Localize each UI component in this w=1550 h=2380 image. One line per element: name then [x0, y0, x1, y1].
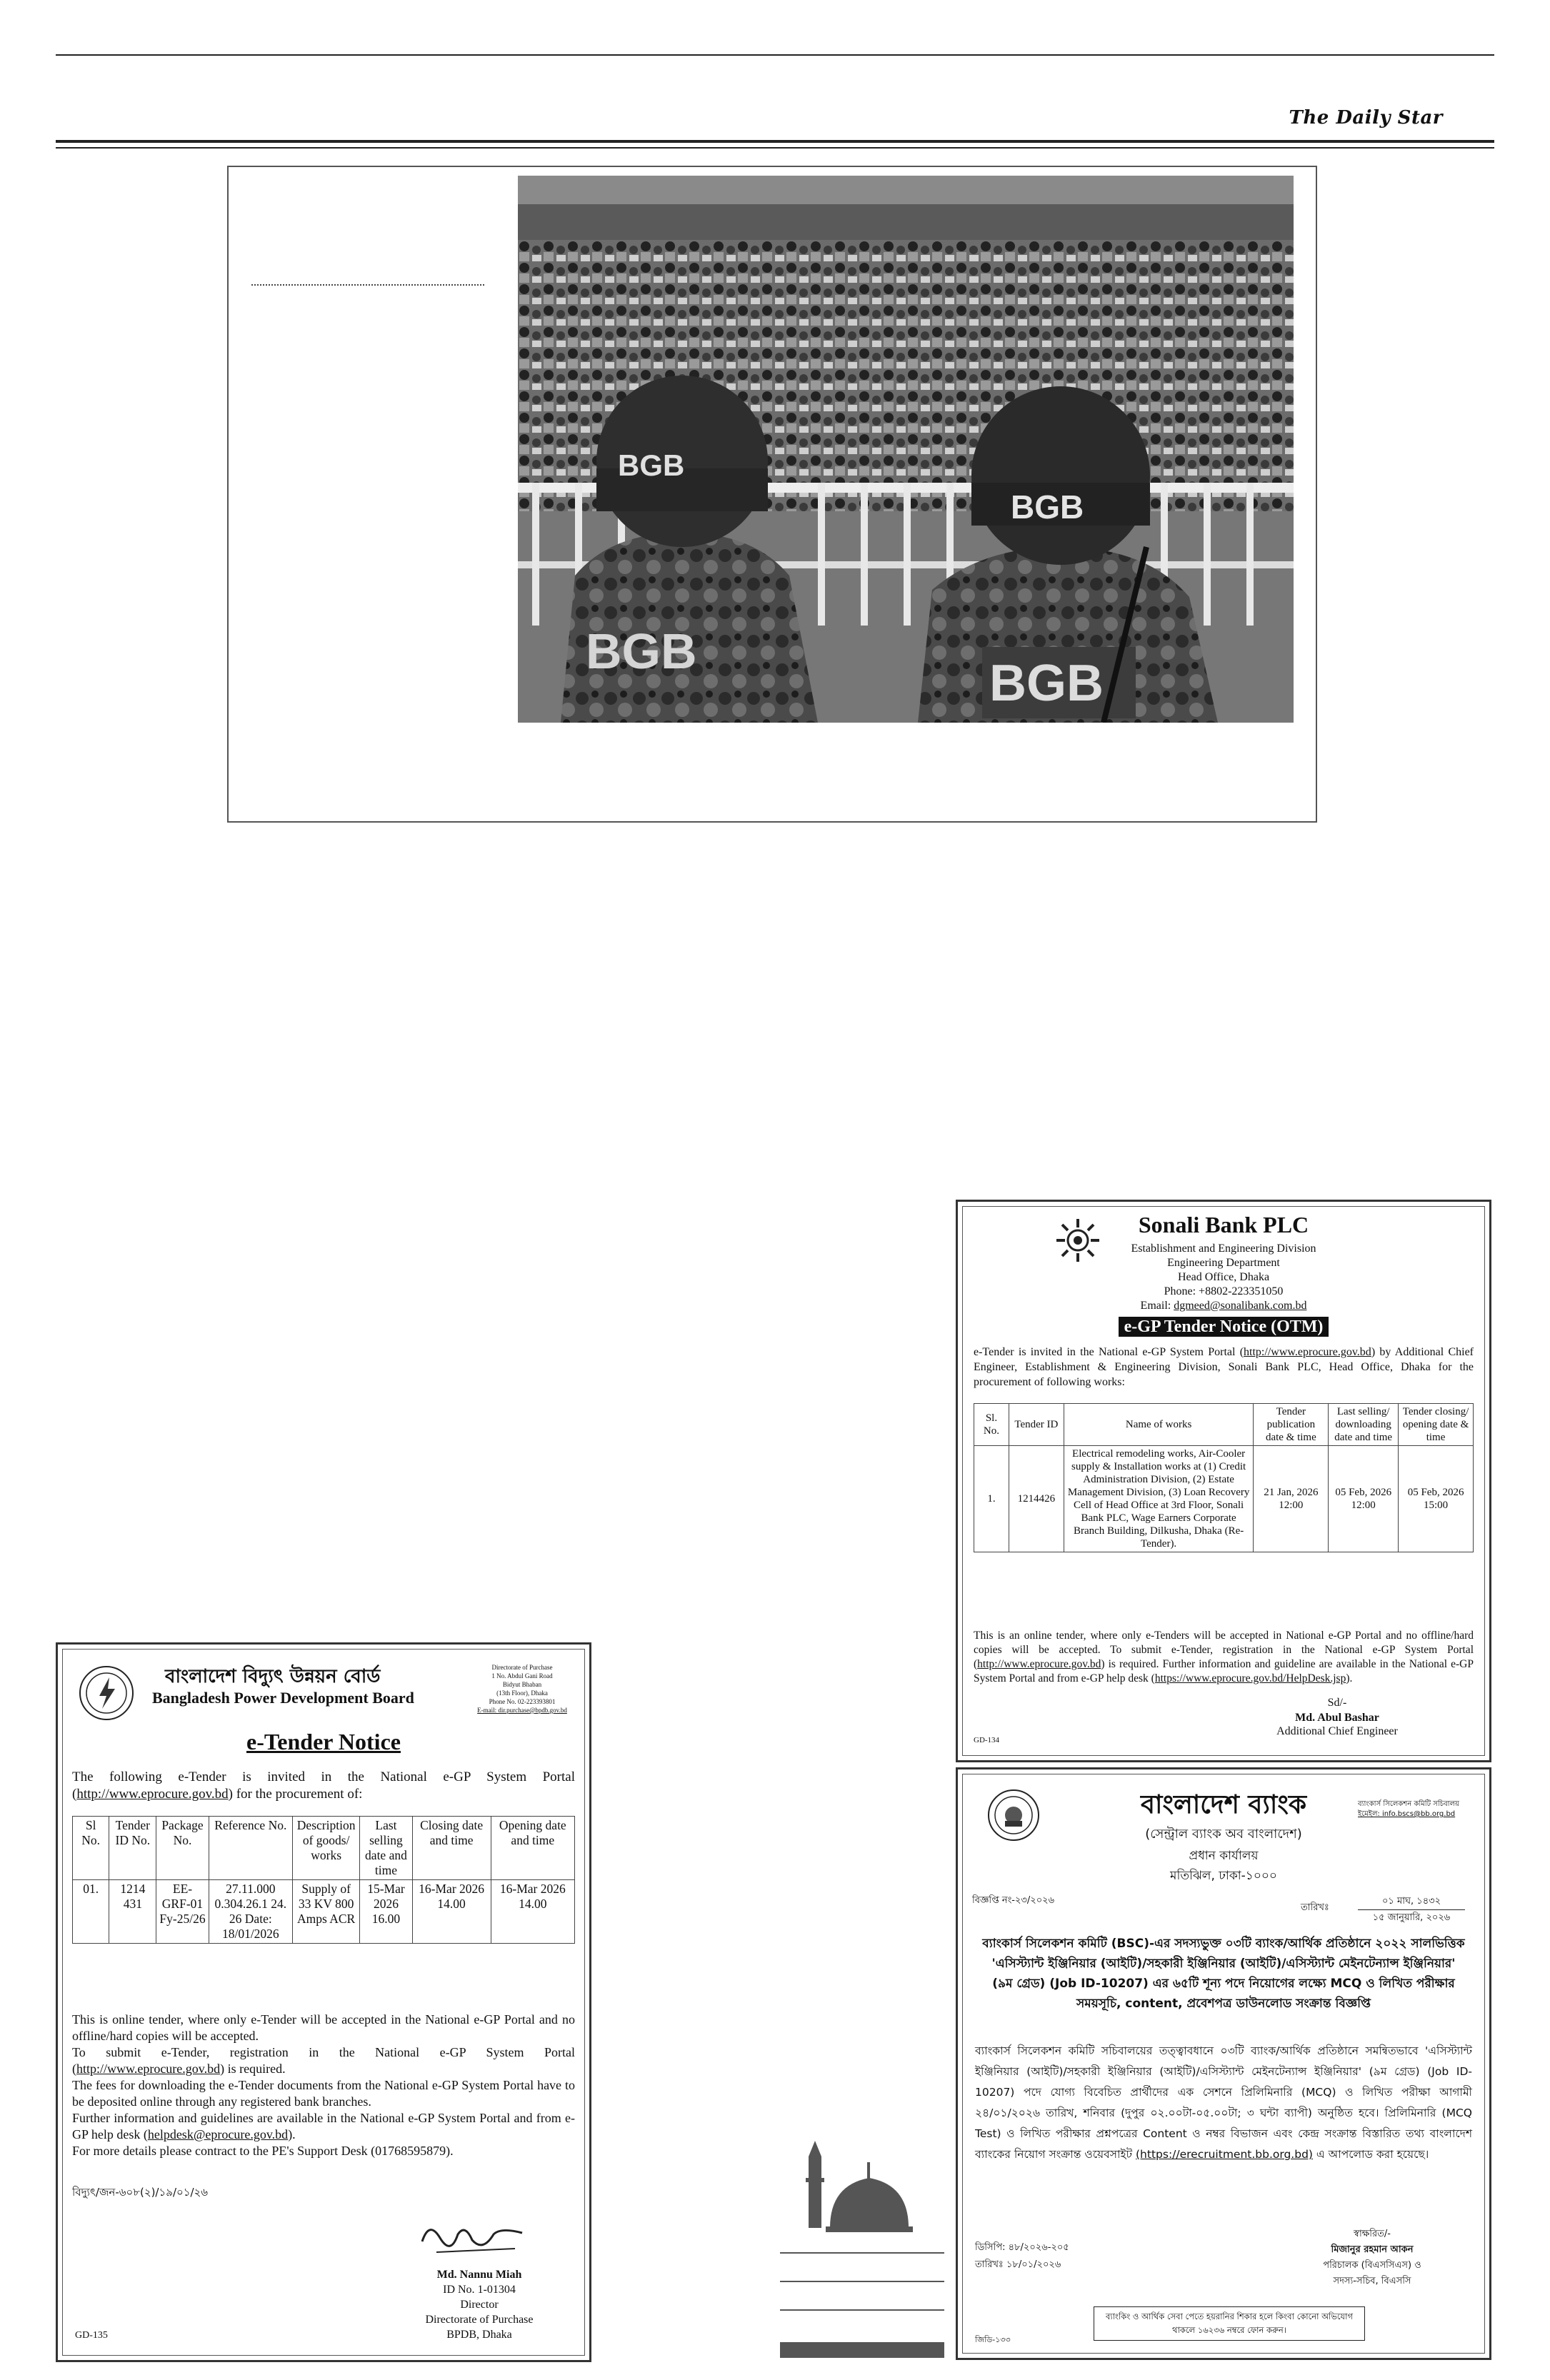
helmet-label-right: BGB — [1011, 488, 1084, 526]
col-header: Tender ID No. — [109, 1817, 156, 1880]
bb-email: ইমেইল: info.bscs@bb.org.bd — [1358, 1810, 1456, 1818]
table-row — [73, 1880, 575, 1944]
masthead-rule-2 — [56, 147, 1494, 149]
newspaper-logo: The Daily Star — [1289, 107, 1443, 129]
masthead-rule-1 — [56, 140, 1494, 143]
signer-id: ID No. 1-01304 — [443, 2284, 516, 2296]
bb-date-english: ১৫ জানুয়ারি, ২০২৬ — [1372, 1912, 1451, 1923]
bb-body-text: এ আপলোড করা হয়েছে। — [1312, 2148, 1429, 2161]
eprocure-link[interactable]: http://www.eprocure.gov.bd — [76, 2062, 221, 2076]
col-header: Tender publication date & time — [1254, 1404, 1329, 1446]
cell-selling: 05 Feb, 2026 12:00 — [1329, 1446, 1399, 1552]
helpdesk-link[interactable]: helpdesk@eprocure.gov.bd — [147, 2127, 289, 2142]
term-line: This is online tender, where only e-Tender will be accepted in the National e-GP Portal and no offline/hard copies will be accepted. — [72, 2012, 575, 2043]
cell-tender-id: 1214 431 — [109, 1880, 156, 1944]
sonali-bank-ad — [956, 1200, 1491, 1762]
col-header: Description of goods/ works — [292, 1817, 359, 1880]
cell-sl: 1. — [974, 1446, 1009, 1552]
cell-opening: 16-Mar 2026 14.00 — [491, 1880, 574, 1944]
bpdb-ad — [56, 1642, 591, 2362]
bpdb-tender-table — [72, 1816, 575, 1944]
signer-name: Md. Abul Bashar — [1295, 1712, 1379, 1724]
bpdb-logo — [78, 1665, 135, 1722]
bb-heading: ব্যাংকার্স সিলেকশন কমিটি (BSC)-এর সদস্যভুক্ত ০৩টি ব্যাংক/আর্থিক প্রতিষ্ঠানে ২০২২ সালভিত্তিক 'এসিস্ট্যান্ট ইঞ্জিনিয়ার (আইটি)/সহকারী ইঞ্জিনিয়ার (আইটি)/এসিস্ট্যান্ট মেইনটেন্যান্স ইঞ্জিনিয়ার' (৯ম গ্রেড) (Job ID-10207) এর ৬৫টি শূন্য পদে নিয়োগের লক্ষ্যে MCQ ও লিখিত পরীক্ষার সময়সূচি, content, প্রবেশপত্র ডাউনলোড সংক্রান্ত বিজ্ঞপ্তি — [982, 1937, 1465, 2011]
cell-works: Electrical remodeling works, Air-Cooler supply & Installation works at (1) Credit Administration Division, (2) Estate Management Division, (3) Loan Recovery Cell of Head Office at 3rd Floor, Sonali Bank PLC, Wage Earners Corporate Branch Building, Dilkusha, Dhaka (Re-Tender). — [1064, 1446, 1254, 1552]
vest-label-right: BGB — [989, 655, 1104, 712]
erecruitment-link[interactable]: (https://erecruitment.bb.org.bd) — [1136, 2148, 1313, 2161]
sd-label: Sd/- — [1327, 1697, 1347, 1709]
col-header: Reference No. — [209, 1817, 292, 1880]
bb-location: মতিঝিল, ঢাকা-১০০০ — [1170, 1869, 1277, 1883]
col-header: Package No. — [156, 1817, 209, 1880]
bpdb-notice-title — [58, 1729, 589, 1755]
bb-office: প্রধান কার্যালয় — [1189, 1849, 1259, 1863]
bb-body-text: ব্যাংকার্স সিলেকশন কমিটি সচিবালয়ের তত্ত্বাবধানে ০৩টি ব্যাংক/আর্থিক প্রতিষ্ঠানে সমন্বিতভাবে 'এসিস্ট্যান্ট ইঞ্জিনিয়ার (আইটি)/সহকারী ইঞ্জিনিয়ার (আইটি)/এসিস্ট্যান্ট মেইনটেন্যান্স ইঞ্জিনিয়ার' (৯ম গ্রেড) (Job ID- 10207) পদে যোগ্য বিবেচিত প্রার্থীদের এক সেশনে প্রিলিমিনারি (MCQ) ও লিখিত পরীক্ষা আগামী ২৪/০১/২০২৬ তারিখ, শনিবার (দুপুর ০২.০০টা-০৫.০০টা; ৩ ঘন্টা ব্যাপী) অনুষ্ঠিত হবে। প্রিলিমিনারি (MCQ Test) ও লিখিত পরীক্ষার প্রশ্নপত্রের Content ও নম্বর বিভাজন এবং কেন্দ্র সংক্রান্ত বিস্তারিত তথ্য বাংলাদেশ ব্যাংকের নিয়োগ সংক্রান্ত ওয়েবসাইট — [975, 2044, 1472, 2161]
ad-code: GD-135 — [75, 2330, 108, 2341]
bpdb-table-wrap — [72, 1816, 575, 1944]
col-header: Tender closing/ opening date & time — [1399, 1404, 1474, 1446]
bpdb-signature — [386, 2267, 572, 2342]
bb-signature — [1272, 2226, 1472, 2289]
cell-closing: 05 Feb, 2026 15:00 — [1399, 1446, 1474, 1552]
cell-package: EE-GRF-01 Fy-25/26 — [156, 1880, 209, 1944]
signer-role: BPDB, Dhaka — [446, 2329, 512, 2341]
cell-publication: 21 Jan, 2026 12:00 — [1254, 1446, 1329, 1552]
news-photo — [518, 176, 1294, 723]
top-rule — [56, 54, 1494, 56]
signature-scribble — [415, 2213, 529, 2263]
bb-ref: বিজ্ঞপ্তি নং-২৩/২০২৬ — [972, 1895, 1055, 1906]
intro-text: ) by Additional Chief Engineer, Establishment & Engineering Division, Sonali Bank PLC, Head Office, Dhaka for the procurement of following works: — [974, 1346, 1474, 1388]
term-line: The fees for downloading the e-Tender documents from the National e-GP System Portal have to be deposited online through any registered bank branches. — [72, 2078, 575, 2109]
dp-number: ডিসিপি: ৪৮/২০২৬-২০৫ — [975, 2242, 1069, 2253]
sonali-email-link[interactable]: dgmeed@sonalibank.com.bd — [1174, 1300, 1307, 1312]
eprocure-link[interactable]: http://www.eprocure.gov.bd — [76, 1787, 229, 1802]
col-header: Opening date and time — [491, 1817, 574, 1880]
bb-complaint-note: ব্যাংকিং ও আর্থিক সেবা পেতে হয়রানির শিকার হলে কিংবা কোনো অভিযোগ থাকলে ১৬২৩৬ নম্বরে ফোন করুন। — [1094, 2306, 1365, 2341]
bb-secretariat: ব্যাংকার্স সিলেকশন কমিটি সচিবালয় — [1358, 1800, 1459, 1808]
col-header: Tender ID — [1009, 1404, 1064, 1446]
sonali-email-line — [958, 1299, 1489, 1313]
cell-description: Supply of 33 KV 800 Amps ACR — [292, 1880, 359, 1944]
col-header: Sl No. — [73, 1817, 109, 1880]
col-header: Last selling/ downloading date and time — [1329, 1404, 1399, 1446]
notice-title-text: e-GP Tender Notice (OTM) — [1119, 1317, 1329, 1337]
helpdesk-link[interactable]: https://www.eprocure.gov.bd/HelpDesk.jsp — [1154, 1672, 1346, 1684]
cell-selling: 15-Mar 2026 16.00 — [360, 1880, 412, 1944]
term-line — [72, 2110, 575, 2143]
sonali-footer-text — [974, 1629, 1474, 1686]
bb-topright — [1358, 1799, 1479, 1819]
addr-line: (13th Floor), Dhaka — [496, 1689, 548, 1697]
bpdb-address — [458, 1663, 586, 1714]
cell-sl: 01. — [73, 1880, 109, 1944]
cell-reference: 27.11.000 0.304.26.1 24. 26 Date: 18/01/2026 — [209, 1880, 292, 1944]
sonali-table-wrap — [974, 1403, 1474, 1552]
bb-date — [1358, 1894, 1465, 1926]
footer-text: This is an online tender, where only e-Tenders will be accepted in National e-GP Portal and no offline/hard copies will be accepted. To submit e-Tender, registration in the National e-GP System Portal ( — [974, 1630, 1474, 1670]
addr-line: Bidyut Bhaban — [502, 1681, 542, 1688]
intro-text: ) for the procurement of: — [228, 1787, 363, 1802]
bpdb-title-bn: বাংলাদেশ বিদ্যুৎ উন্নয়ন বোর্ড — [165, 1666, 381, 1687]
sonali-address-line: Engineering Department — [1167, 1257, 1280, 1269]
signer-name: Md. Nannu Miah — [436, 2269, 522, 2281]
addr-line: Directorate of Purchase — [491, 1664, 553, 1671]
cell-tender-id: 1214426 — [1009, 1446, 1064, 1552]
addr-line: Phone No. 02-223393801 — [489, 1698, 556, 1705]
bpdb-title-en: Bangladesh Power Development Board — [152, 1689, 414, 1707]
mosque-decoration — [780, 2135, 944, 2364]
term-text: ). — [288, 2127, 296, 2142]
sonali-address-line: Phone: +8802-223351050 — [1164, 1285, 1284, 1297]
eprocure-link[interactable]: http://www.eprocure.gov.bd — [1244, 1346, 1371, 1358]
cell-closing: 16-Mar 2026 14.00 — [412, 1880, 491, 1944]
term-text: Further information and guidelines are available in the National e-GP System Portal and from e-GP help desk ( — [72, 2111, 575, 2142]
footer-text: ) is required. Further information and guideline are available in the National e-GP System Portal and from e-GP help desk ( — [974, 1658, 1474, 1684]
bb-date-label: তারিখঃ — [1301, 1902, 1329, 1913]
addr-line: E-mail: dir.purchase@bpdb.gov.bd — [477, 1707, 567, 1714]
sonali-address-line: Head Office, Dhaka — [1177, 1271, 1270, 1283]
term-text: To submit e-Tender, registration in the National e-GP System Portal ( — [72, 2045, 575, 2076]
notice-title-text: e-Tender Notice — [246, 1729, 401, 1754]
bb-subtitle: (সেন্ট্রাল ব্যাংক অব বাংলাদেশ) — [1145, 1827, 1302, 1842]
eprocure-link[interactable]: http://www.eprocure.gov.bd — [977, 1658, 1101, 1670]
signer-designation: Additional Chief Engineer — [1276, 1725, 1398, 1737]
ad-code: GD-134 — [974, 1736, 1000, 1744]
sonali-signature — [1201, 1696, 1474, 1738]
sonali-intro — [974, 1345, 1474, 1390]
vest-label-left: BGB — [586, 623, 697, 679]
table-header-row — [974, 1404, 1474, 1446]
bangladesh-bank-ad — [956, 1767, 1491, 2360]
table-header-row — [73, 1817, 575, 1880]
sig-name: মিজানুর রহমান আকন — [1331, 2244, 1414, 2255]
term-line: For more details please contract to the PE's Support Desk (01768595879). — [72, 2144, 454, 2158]
bb-date-bangla: ০১ মাঘ, ১৪৩২ — [1358, 1894, 1465, 1910]
ad-code: জিডি-১৩৩ — [975, 2335, 1011, 2344]
caption-divider — [251, 284, 484, 286]
intro-text: e-Tender is invited in the National e-GP System Portal ( — [974, 1346, 1244, 1358]
sonali-address — [958, 1242, 1489, 1313]
col-header: Name of works — [1064, 1404, 1254, 1446]
dp-date: তারিখঃ ১৮/০১/২০২৬ — [975, 2259, 1061, 2270]
sig-role: পরিচালক (বিএসসিএস) ও — [1323, 2260, 1421, 2271]
sonali-address-line: Establishment and Engineering Division — [1131, 1242, 1316, 1255]
helmet-label-left: BGB — [618, 448, 685, 482]
email-label: Email: — [1140, 1300, 1174, 1312]
bb-title: বাংলাদেশ ব্যাংক — [1140, 1790, 1307, 1819]
signer-role: Directorate of Purchase — [425, 2314, 534, 2326]
bpdb-terms — [72, 2012, 575, 2159]
bb-dp — [975, 2239, 1069, 2274]
sig-role: সদস্য-সচিব, বিএসসি — [1333, 2276, 1411, 2286]
addr-line: 1 No. Abdul Gani Road — [491, 1672, 553, 1679]
sonali-notice-title — [958, 1317, 1489, 1337]
bpdb-memo: বিদ্যুৎ/জন-৬০৮(২)/১৯/০১/২৬ — [72, 2186, 209, 2199]
col-header: Sl. No. — [974, 1404, 1009, 1446]
sonali-title: Sonali Bank PLC — [1138, 1212, 1309, 1237]
col-header: Closing date and time — [412, 1817, 491, 1880]
sig-label: স্বাক্ষরিত/- — [1354, 2229, 1391, 2239]
signer-role: Director — [460, 2299, 499, 2311]
table-row — [974, 1446, 1474, 1552]
intro-text: The following e-Tender is invited in the National e-GP System Portal ( — [72, 1769, 575, 1802]
bpdb-intro — [72, 1769, 575, 1803]
term-text: ) is required. — [220, 2062, 286, 2076]
bb-body — [975, 2041, 1472, 2165]
col-header: Last selling date and time — [360, 1817, 412, 1880]
sonali-tender-table — [974, 1403, 1474, 1552]
footer-text: ). — [1346, 1672, 1353, 1684]
term-line — [72, 2044, 575, 2077]
